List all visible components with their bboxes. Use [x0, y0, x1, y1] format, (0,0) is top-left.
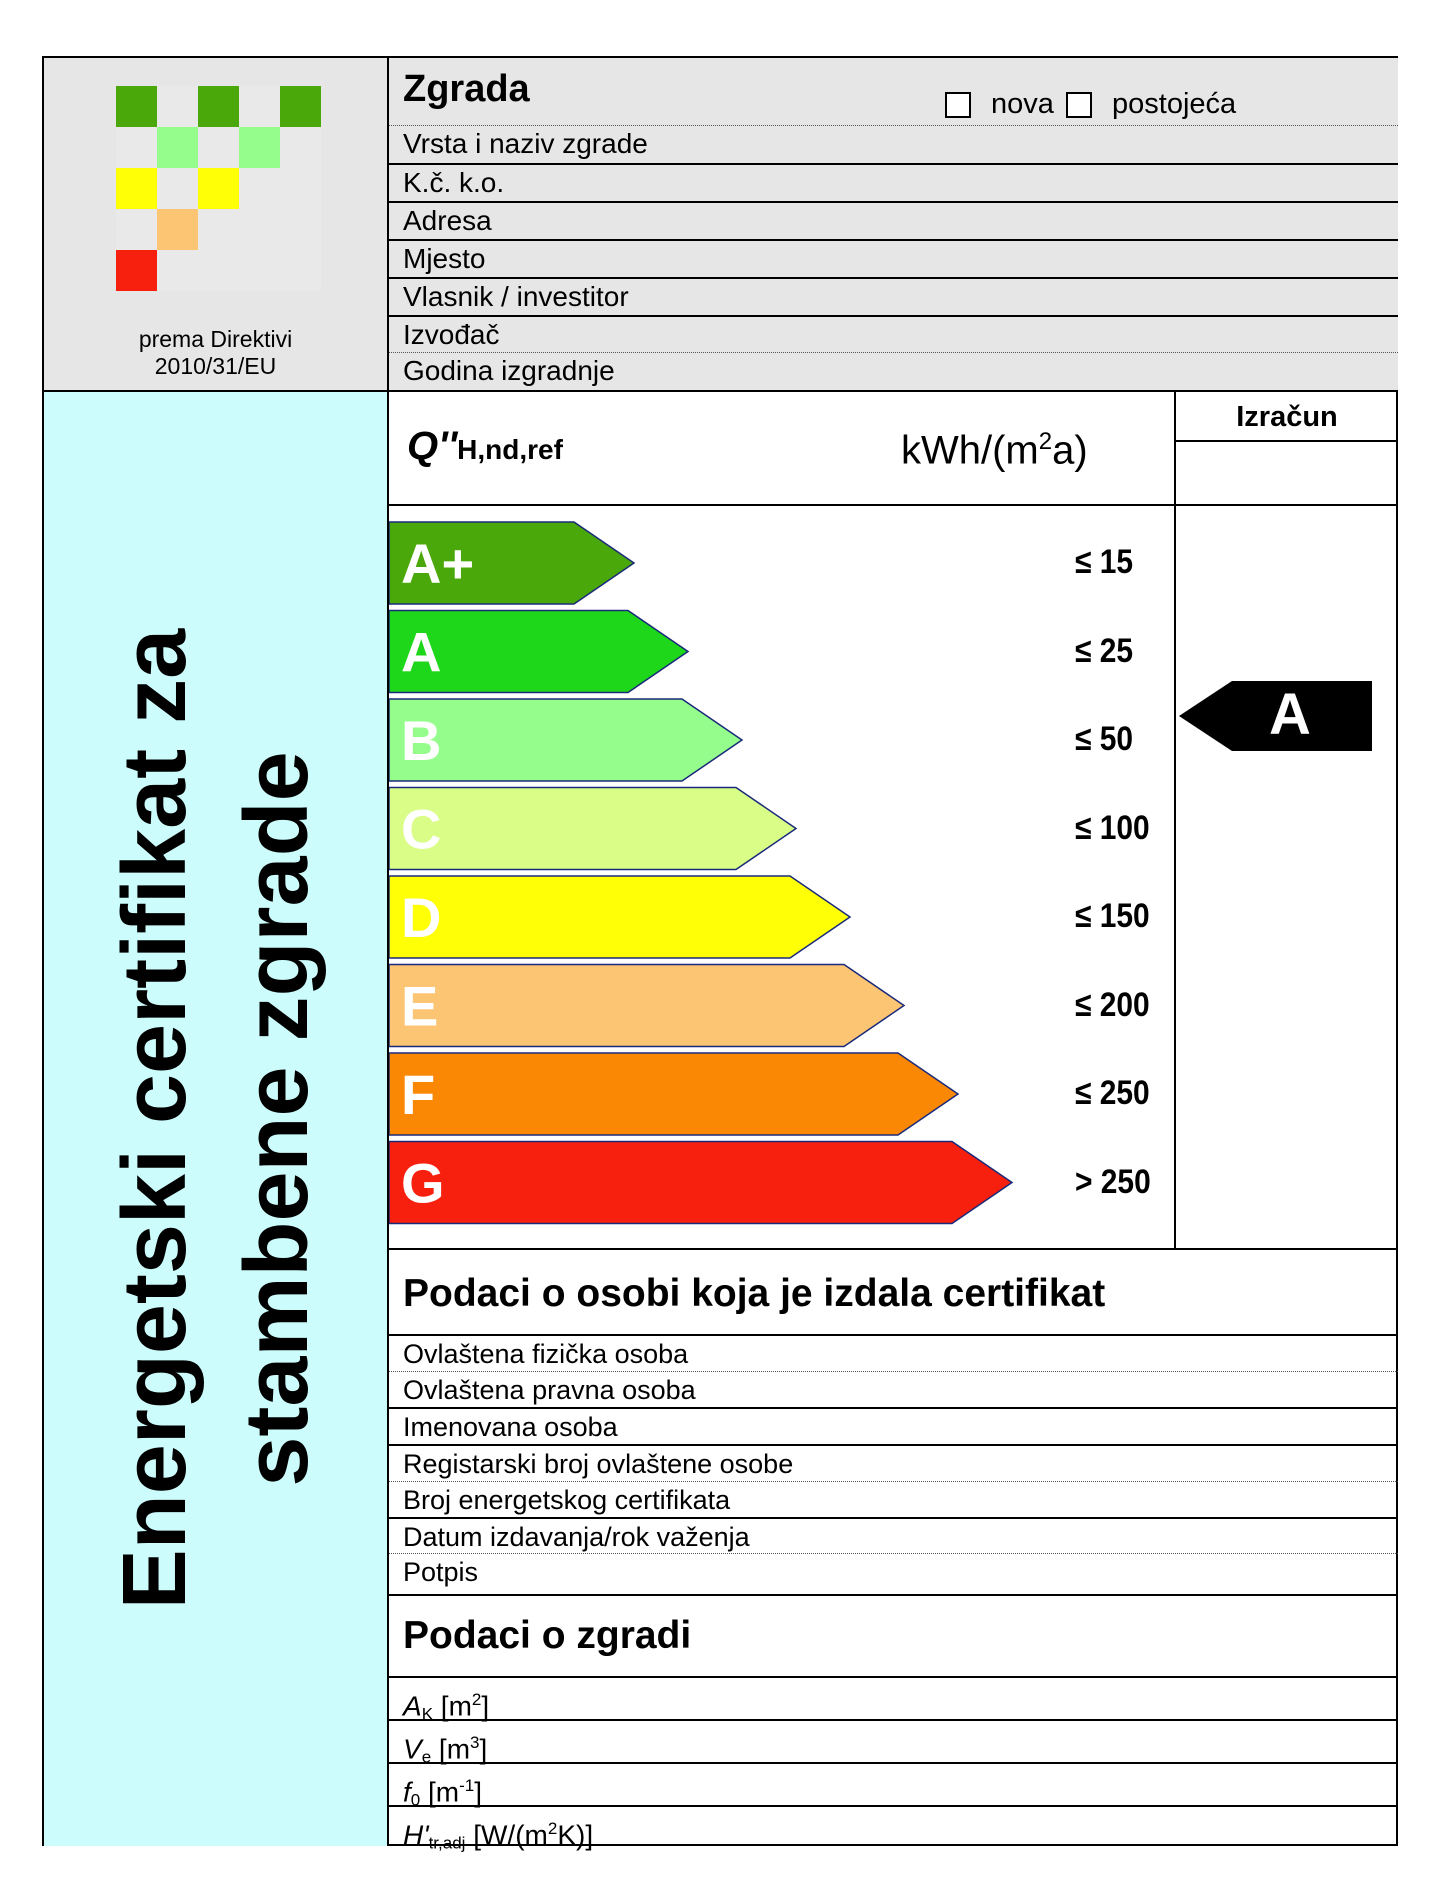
unit-exponent: 2: [1038, 428, 1053, 455]
heating-demand-symbol-main: Q'': [407, 424, 458, 468]
logo-color-cell: [116, 86, 157, 127]
calculation-value-cell: [1176, 442, 1398, 506]
directive-line-2: 2010/31/EU: [154, 353, 277, 379]
energy-certificate: [42, 56, 1398, 1853]
shape-factor-unit-post: ]: [474, 1776, 483, 1808]
building-row-place: Mjesto: [389, 239, 1398, 277]
building-row-owner: Vlasnik / investitor: [389, 277, 1398, 315]
building-row-contractor: Izvođač: [389, 315, 1398, 353]
energy-class-scale: [389, 506, 1174, 1248]
energy-class-label: A: [401, 620, 442, 684]
checkbox-existing-label: postojeća: [1112, 88, 1237, 120]
volume-unit-post: ]: [479, 1733, 488, 1765]
issuer-row-legal-person: Ovlaštena pravna osoba: [389, 1371, 1398, 1408]
unit-tail: a): [1052, 428, 1088, 473]
energy-class-arrow: [389, 699, 742, 781]
energy-class-f: [389, 1053, 958, 1135]
heating-demand-unit: [901, 428, 1088, 473]
energy-class-g: [389, 1142, 1012, 1224]
logo-background-cell: [239, 209, 280, 250]
unit-base: kWh/(m: [901, 428, 1039, 473]
building-data-title: Podaci o zgradi: [403, 1614, 692, 1657]
logo-background-cell: [157, 250, 198, 291]
energy-class-label: D: [401, 886, 442, 949]
energy-class-b: [389, 699, 742, 781]
energy-class-label: B: [401, 709, 442, 772]
energy-class-arrow: [389, 1142, 1012, 1224]
checkbox-new[interactable]: [945, 92, 971, 118]
logo-color-cell: [280, 86, 321, 127]
transmission-unit-pre: [W/(m: [465, 1819, 548, 1851]
certificate-title-line-2: stambene zgrade: [227, 751, 327, 1487]
energy-class-threshold: ≤ 15: [1075, 543, 1134, 581]
energy-class-threshold: ≤ 50: [1075, 720, 1134, 758]
volume-unit-pre: [m: [431, 1733, 471, 1765]
energy-class-threshold: ≤ 100: [1075, 808, 1150, 847]
energy-class-threshold: > 250: [1075, 1162, 1151, 1201]
transmission-unit-post: K)]: [557, 1819, 594, 1851]
energy-class-threshold: ≤ 250: [1075, 1074, 1150, 1112]
logo-background-cell: [157, 86, 198, 127]
logo-background-cell: [280, 168, 321, 209]
area-unit-pre: [m: [433, 1690, 472, 1722]
volume-subscript: e: [421, 1747, 432, 1767]
directive-reference: [44, 326, 387, 380]
energy-class-arrow: [389, 1053, 958, 1135]
directive-line-1: prema Direktivi: [138, 326, 293, 352]
energy-class-arrow: [389, 788, 796, 870]
heating-demand-symbol-sub: H,nd,ref: [457, 434, 563, 465]
energy-section: [389, 392, 1398, 1250]
issuer-title: Podaci o osobi koja je izdala certifikat: [403, 1272, 1106, 1315]
area-unit-exp: 2: [471, 1690, 482, 1709]
building-data-row-area: [389, 1676, 1398, 1724]
certificate-title: [94, 519, 338, 1719]
side-title-panel: [44, 392, 389, 1846]
issuer-row-registration-number: Registarski broj ovlaštene osobe: [389, 1444, 1398, 1482]
building-row-address: Adresa: [389, 201, 1398, 239]
shape-factor-subscript: 0: [410, 1790, 421, 1810]
building-data-section: [389, 1594, 1398, 1853]
area-symbol: A: [403, 1690, 422, 1722]
checkbox-existing[interactable]: [1066, 92, 1092, 118]
logo-color-cell: [157, 127, 198, 168]
issuer-row-signature: Potpis: [389, 1553, 1398, 1590]
logo-background-cell: [239, 86, 280, 127]
building-title: Zgrada: [403, 68, 530, 110]
logo-background-cell: [116, 127, 157, 168]
volume-unit-exp: 3: [470, 1733, 480, 1752]
issuer-row-natural-person: Ovlaštena fizička osoba: [389, 1334, 1398, 1372]
energy-class-arrow: [389, 965, 904, 1047]
logo-background-cell: [157, 168, 198, 209]
energy-class-threshold: ≤ 25: [1075, 631, 1134, 670]
energy-class-threshold: ≤ 200: [1075, 985, 1150, 1024]
calculation-header: Izračun: [1176, 392, 1398, 442]
energy-class-bars: [389, 506, 1174, 1248]
building-row-type: Vrsta i naziv zgrade: [389, 125, 1398, 162]
logo-color-cell: [116, 250, 157, 291]
energy-class-threshold: ≤ 150: [1075, 897, 1150, 935]
calculation-column: [1174, 392, 1398, 1248]
heating-demand-header: [389, 392, 1174, 506]
transmission-unit-exp: 2: [547, 1819, 558, 1838]
energy-class-label: G: [401, 1151, 445, 1215]
issuer-row-issue-date: Datum izdavanja/rok važenja: [389, 1517, 1398, 1555]
building-row-year: Godina izgradnje: [389, 352, 1398, 389]
building-section: [389, 58, 1398, 392]
checkbox-new-label: nova: [991, 88, 1054, 120]
logo-background-cell: [280, 209, 321, 250]
certificate-title-line-1: Energetski certifikat za: [105, 628, 205, 1610]
energy-class-d: [389, 876, 850, 958]
logo-background-cell: [198, 250, 239, 291]
energy-class-arrow: [389, 876, 850, 958]
shape-factor-unit-pre: [m: [420, 1776, 460, 1808]
new-building-checkbox[interactable]: [945, 88, 1054, 121]
issuer-row-appointed-person: Imenovana osoba: [389, 1407, 1398, 1445]
existing-building-checkbox[interactable]: [1066, 88, 1236, 121]
building-row-parcel: K.č. k.o.: [389, 163, 1398, 201]
rating-indicator: [1176, 506, 1398, 1248]
energy-class-label: C: [401, 797, 442, 861]
logo-background-cell: [198, 209, 239, 250]
rating-label: A: [1269, 682, 1311, 747]
energy-class-a: [389, 611, 688, 693]
shape-factor-symbol: f: [403, 1776, 411, 1808]
logo-color-cell: [157, 209, 198, 250]
logo-background-cell: [198, 127, 239, 168]
logo-background-cell: [116, 209, 157, 250]
logo-background-cell: [280, 127, 321, 168]
logo-color-cell: [198, 86, 239, 127]
building-data-row-volume: [389, 1719, 1398, 1767]
transmission-symbol: H': [403, 1819, 429, 1851]
logo-background-cell: [280, 250, 321, 291]
logo-color-cell: [116, 168, 157, 209]
energy-class-label: F: [401, 1063, 436, 1126]
area-subscript: K: [421, 1704, 434, 1724]
issuer-row-certificate-number: Broj energetskog certifikata: [389, 1481, 1398, 1518]
energy-class-c: [389, 788, 796, 870]
transmission-subscript: tr,adj: [428, 1833, 466, 1853]
energy-class-a-plus: [389, 522, 634, 604]
energy-class-e: [389, 965, 904, 1047]
issuer-section: [389, 1250, 1398, 1594]
heating-demand-symbol: [407, 424, 563, 469]
logo-color-cell: [239, 127, 280, 168]
logo-color-cell: [198, 168, 239, 209]
volume-symbol: V: [403, 1733, 422, 1765]
shape-factor-unit-exp: -1: [459, 1776, 475, 1795]
building-data-row-shape-factor: [389, 1762, 1398, 1810]
logo-background-cell: [239, 168, 280, 209]
area-unit-post: ]: [481, 1690, 490, 1722]
energy-class-label: E: [401, 974, 439, 1038]
energy-class-label: A+: [401, 532, 475, 595]
logo-background-cell: [239, 250, 280, 291]
building-data-row-transmission: [389, 1805, 1398, 1853]
logo-panel: [44, 58, 389, 392]
